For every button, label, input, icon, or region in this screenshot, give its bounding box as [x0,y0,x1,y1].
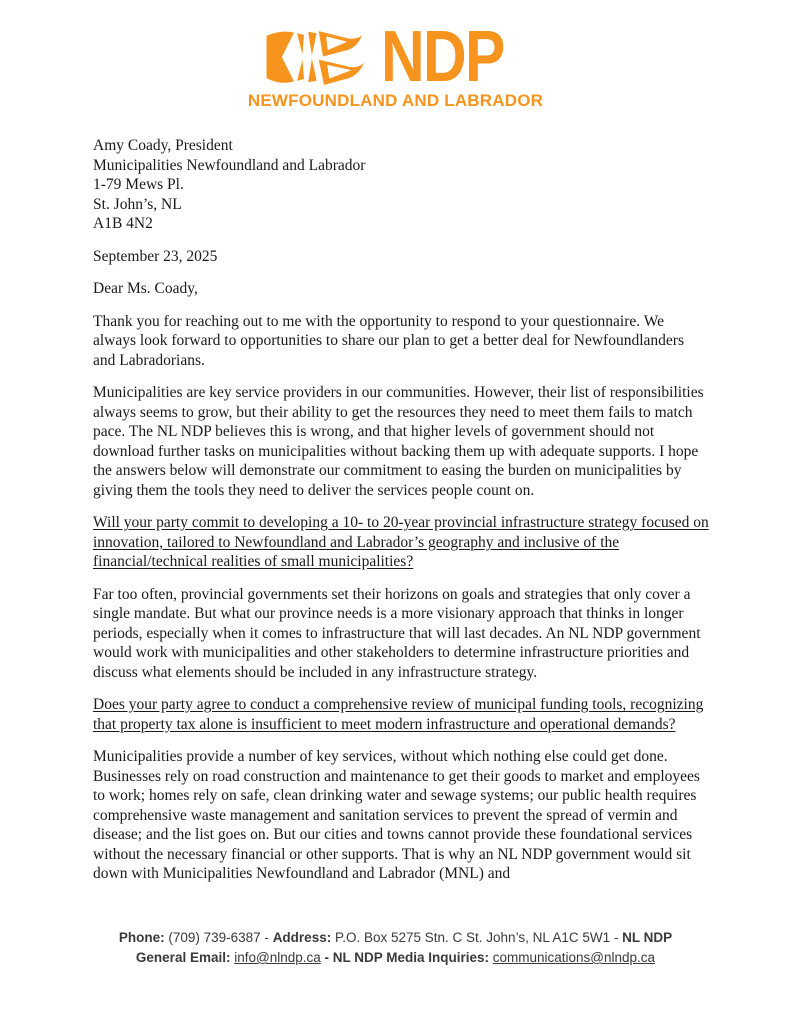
letter-paragraph: Thank you for reaching out to me with the opportunity to respond to your questionnaire. We always look forward to opportunities to share our plan to get a better deal for Newfoundlanders and Labradorians. [93,312,684,369]
footer-separator: - [320,950,333,965]
letter-paragraph: Municipalities are key service providers in our communities. However, their list of responsibilities always seems to grow, but their ability to get the resources they need to meet them fails to match pace. The NL NDP believes this is wrong, and that higher levels of government should not download further tasks on municipalities without backing them up with adequate supports. I hope the answers below will demonstrate our commitment to easing the burden on municipalities by giving them the tools they need to deliver the services people count on. [93,384,704,499]
ndp-logo [263,17,527,97]
letter-date: September 23, 2025 [93,247,218,265]
general-email-link[interactable]: info@nlndp.ca [234,950,321,965]
question-heading: Will your party commit to developing a 10- to 20-year provincial infrastructure strategy focused on innovation, tailored to Newfoundland and Labrador’s geography and inclusive of the financial/technical realities of small municipalities? [93,514,709,570]
address-label: Address: [272,930,332,945]
recipient-line: St. John’s, NL [93,195,182,213]
phone-label: Phone: [118,930,165,945]
general-email-label: General Email: [135,950,235,965]
org-name: NL NDP [622,930,673,945]
logo-tagline: NEWFOUNDLAND AND LABRADOR [247,91,544,110]
address-value: P.O. Box 5275 Stn. C St. John’s, NL A1C 5W1 - [331,930,623,945]
recipient-line: 1-79 Mews Pl. [93,176,184,193]
letter-paragraph: Municipalities provide a number of key services, without which nothing else could get done. Businesses rely on road construction and maintenance to get their goods to market and employees to work; homes rely on safe, clean drinking water and sewage systems; our public health requires comprehensive waste management and sanitation services to prevent the spread of vermin and disease; and the list goes on. But our cities and towns cannot provide these foundational services without the necessary financial or other supports. That is why an NL NDP government would sit down with Municipalities Newfoundland and Labrador (MNL) and [93,748,700,882]
footer-line-1 [0,928,791,948]
recipient-line: Amy Coady, President [93,137,233,154]
page-footer [0,928,791,968]
salutation: Dear Ms. Coady, [93,280,198,297]
ndp-letterhead [0,0,791,111]
letter-body [93,136,709,897]
question-heading: Does your party agree to conduct a comprehensive review of municipal funding tools, recognizing that property tax alone is insufficient to meet modern infrastructure and operational demands? [93,696,704,733]
recipient-address [93,136,709,234]
recipient-line: A1B 4N2 [93,215,153,232]
nl-flag-icon [263,28,365,86]
recipient-line: Municipalities Newfoundland and Labrador [93,156,366,174]
media-email-link[interactable]: communications@nlndp.ca [492,950,656,965]
letter-paragraph: Far too often, provincial governments set their horizons on goals and strategies that only cover a single mandate. But what our province needs is a more visionary approach that thinks in longer periods, especially when it comes to infrastructure that will last decades. An NL NDP government would work with municipalities and other stakeholders to determine infrastructure priorities and discuss what elements should be included in any infrastructure strategy. [93,585,701,681]
phone-value: (709) 739-6387 - [164,930,273,945]
footer-line-2 [0,948,791,968]
media-inquiries-label: NL NDP Media Inquiries: [332,950,493,965]
ndp-wordmark: NDP [381,17,505,97]
